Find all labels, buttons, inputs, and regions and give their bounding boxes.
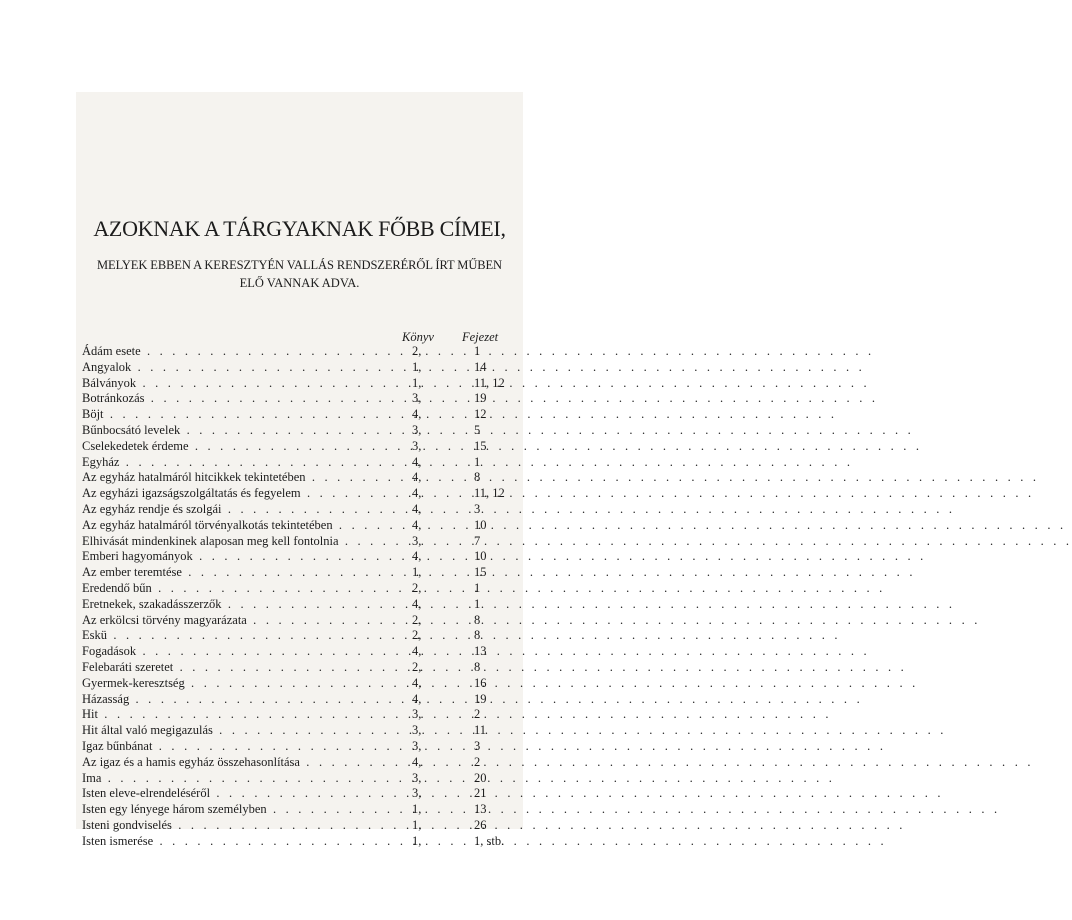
entry-chapter: 10 (474, 517, 487, 532)
entry-chapter: 1 (474, 454, 481, 469)
entry-topic: Az egyházi igazságszolgáltatás és fegyelem . . . (82, 486, 382, 502)
index-entry (82, 644, 523, 660)
index-entry (82, 834, 523, 850)
entry-book: 4, (412, 501, 422, 516)
entry-book: 2, (412, 344, 422, 358)
entry-chapter: 3 (474, 501, 481, 516)
entry-book: 3, (412, 707, 422, 722)
index-entry (82, 534, 523, 550)
entry-book: 1, (412, 565, 422, 580)
index-entry (82, 391, 523, 407)
entry-book: 3, (412, 422, 422, 437)
entry-topic: Igaz bűnbánat . . . (82, 739, 382, 755)
entry-book: 4, (412, 691, 422, 706)
entry-topic: Az igaz és a hamis egyház összehasonlítása . . . (82, 755, 382, 771)
entry-topic: Az egyház hatalmáról hitcikkek tekintetében . . . (82, 470, 382, 486)
entry-topic: Az ember teremtése . . . (82, 565, 382, 581)
index-list (82, 344, 523, 850)
entry-chapter: 1, stb. (474, 833, 505, 848)
index-entry (82, 565, 523, 581)
entry-chapter: 2 (474, 707, 481, 722)
entry-topic: Bűnbocsátó levelek . . . (82, 423, 382, 439)
index-entry (82, 660, 523, 676)
entry-chapter: 1 (474, 344, 481, 358)
entry-topic: Házasság . . . (82, 692, 382, 708)
entry-book: 4, (412, 407, 422, 422)
index-entry (82, 739, 523, 755)
entry-topic: Gyermek-keresztség . . . (82, 676, 382, 692)
index-entry (82, 692, 523, 708)
entry-book: 4, (412, 596, 422, 611)
index-entry (82, 360, 523, 376)
index-entry (82, 755, 523, 771)
entry-chapter: 1 (474, 596, 481, 611)
entry-chapter: 11, 12 (474, 486, 505, 501)
entry-book: 4, (412, 644, 422, 659)
entry-topic: Fogadások . . . (82, 644, 382, 660)
entry-topic: Isten egy lényege három személyben . . . (82, 802, 382, 818)
entry-book: 2, (412, 628, 422, 643)
entry-chapter: 1 (474, 580, 481, 595)
index-entry (82, 518, 523, 534)
entry-book: 2, (412, 659, 422, 674)
entry-chapter: 19 (474, 691, 487, 706)
entry-book: 1, (412, 802, 422, 817)
entry-chapter: 5 (474, 422, 481, 437)
entry-book: 4, (412, 517, 422, 532)
entry-book: 1, (412, 817, 422, 832)
entry-book: 3, (412, 786, 422, 801)
entry-book: 3, (412, 723, 422, 738)
entry-chapter: 11 (474, 723, 487, 738)
index-entry (82, 486, 523, 502)
entry-book: 4, (412, 454, 422, 469)
index-entry (82, 613, 523, 629)
entry-book: 4, (412, 470, 422, 485)
entry-book: 1, (412, 833, 422, 848)
entry-topic: Hit által való megigazulás . . . (82, 723, 382, 739)
entry-topic: Ádám esete . . . (82, 344, 382, 360)
entry-chapter: 8 (474, 470, 481, 485)
entry-topic: Emberi hagyományok . . . (82, 549, 382, 565)
entry-topic: Isten eleve-elrendeléséről . . . (82, 786, 382, 802)
entry-topic: Egyház . . . (82, 455, 382, 471)
index-entry (82, 344, 523, 360)
entry-topic: Böjt . . . (82, 407, 382, 423)
entry-topic: Eskü . . . (82, 628, 382, 644)
entry-topic: Isteni gondviselés . . . (82, 818, 382, 834)
index-entry (82, 455, 523, 471)
entry-book: 3, (412, 770, 422, 785)
entry-book: 3, (412, 533, 422, 548)
entry-topic: Bálványok . . . (82, 376, 382, 392)
entry-chapter: 10 (474, 549, 487, 564)
entry-book: 4, (412, 549, 422, 564)
entry-chapter: 21 (474, 786, 487, 801)
entry-book: 3, (412, 391, 422, 406)
entry-chapter: 8 (474, 659, 481, 674)
entry-topic: Az egyház rendje és szolgái . . . (82, 502, 382, 518)
page-subtitle-line-1: MELYEK EBBEN A KERESZTYÉN VALLÁS RENDSZERÉRŐL ÍRT MŰBEN (97, 258, 502, 272)
entry-chapter: 3 (474, 738, 481, 753)
entry-chapter: 7 (474, 533, 481, 548)
entry-topic: Cselekedetek érdeme . . . (82, 439, 382, 455)
index-entry (82, 771, 523, 787)
index-entry (82, 502, 523, 518)
page-title: AZOKNAK A TÁRGYAKNAK FŐBB CÍMEI, (93, 216, 506, 241)
entry-book: 4, (412, 754, 422, 769)
entry-chapter: 15 (474, 565, 487, 580)
entry-chapter: 15 (474, 438, 487, 453)
entry-book: 4, (412, 675, 422, 690)
entry-topic: Hit . . . (82, 707, 382, 723)
entry-book: 1, (412, 375, 422, 390)
index-entry (82, 407, 523, 423)
entry-book: 4, (412, 486, 422, 501)
entry-topic: Felebaráti szeretet . . . (82, 660, 382, 676)
entry-chapter: 26 (474, 817, 487, 832)
index-entry (82, 786, 523, 802)
entry-topic: Isten ismerése . . . (82, 834, 382, 850)
entry-topic: Elhivását mindenkinek alaposan meg kell fontolnia . . . (82, 534, 382, 550)
entry-topic: Eredendő bűn . . . (82, 581, 382, 597)
index-entry (82, 597, 523, 613)
entry-chapter: 16 (474, 675, 487, 690)
entry-topic: Ima . . . (82, 771, 382, 787)
entry-chapter: 8 (474, 628, 481, 643)
entry-topic: Botránkozás . . . (82, 391, 382, 407)
index-entry (82, 802, 523, 818)
index-entry (82, 628, 523, 644)
index-entry (82, 470, 523, 486)
entry-chapter: 13 (474, 802, 487, 817)
entry-chapter: 13 (474, 644, 487, 659)
index-entry (82, 439, 523, 455)
entry-topic: Eretnekek, szakadásszerzők . . . (82, 597, 382, 613)
column-header-book: Könyv (402, 330, 434, 344)
entry-topic: Angyalok . . . (82, 360, 382, 376)
index-entry (82, 423, 523, 439)
column-header-chapter: Fejezet (462, 330, 499, 344)
entry-chapter: 11, 12 (474, 375, 505, 390)
entry-topic: Az egyház hatalmáról törvényalkotás tekintetében . . . (82, 518, 382, 534)
entry-book: 1, (412, 359, 422, 374)
index-entry (82, 581, 523, 597)
entry-topic: Az erkölcsi törvény magyarázata . . . (82, 613, 382, 629)
index-entry (82, 707, 523, 723)
entry-chapter: 2 (474, 754, 481, 769)
entry-book: 2, (412, 612, 422, 627)
index-entry (82, 376, 523, 392)
entry-chapter: 20 (474, 770, 487, 785)
entry-chapter: 19 (474, 391, 487, 406)
index-entry (82, 723, 523, 739)
entry-book: 3, (412, 738, 422, 753)
index-entry (82, 549, 523, 565)
index-entry (82, 676, 523, 692)
entry-chapter: 12 (474, 407, 487, 422)
entry-book: 2, (412, 580, 422, 595)
page-subtitle-line-2: ELŐ VANNAK ADVA. (239, 276, 360, 290)
entry-chapter: 14 (474, 359, 487, 374)
index-entry (82, 818, 523, 834)
book-page (76, 92, 523, 848)
entry-chapter: 8 (474, 612, 481, 627)
entry-book: 3, (412, 438, 422, 453)
